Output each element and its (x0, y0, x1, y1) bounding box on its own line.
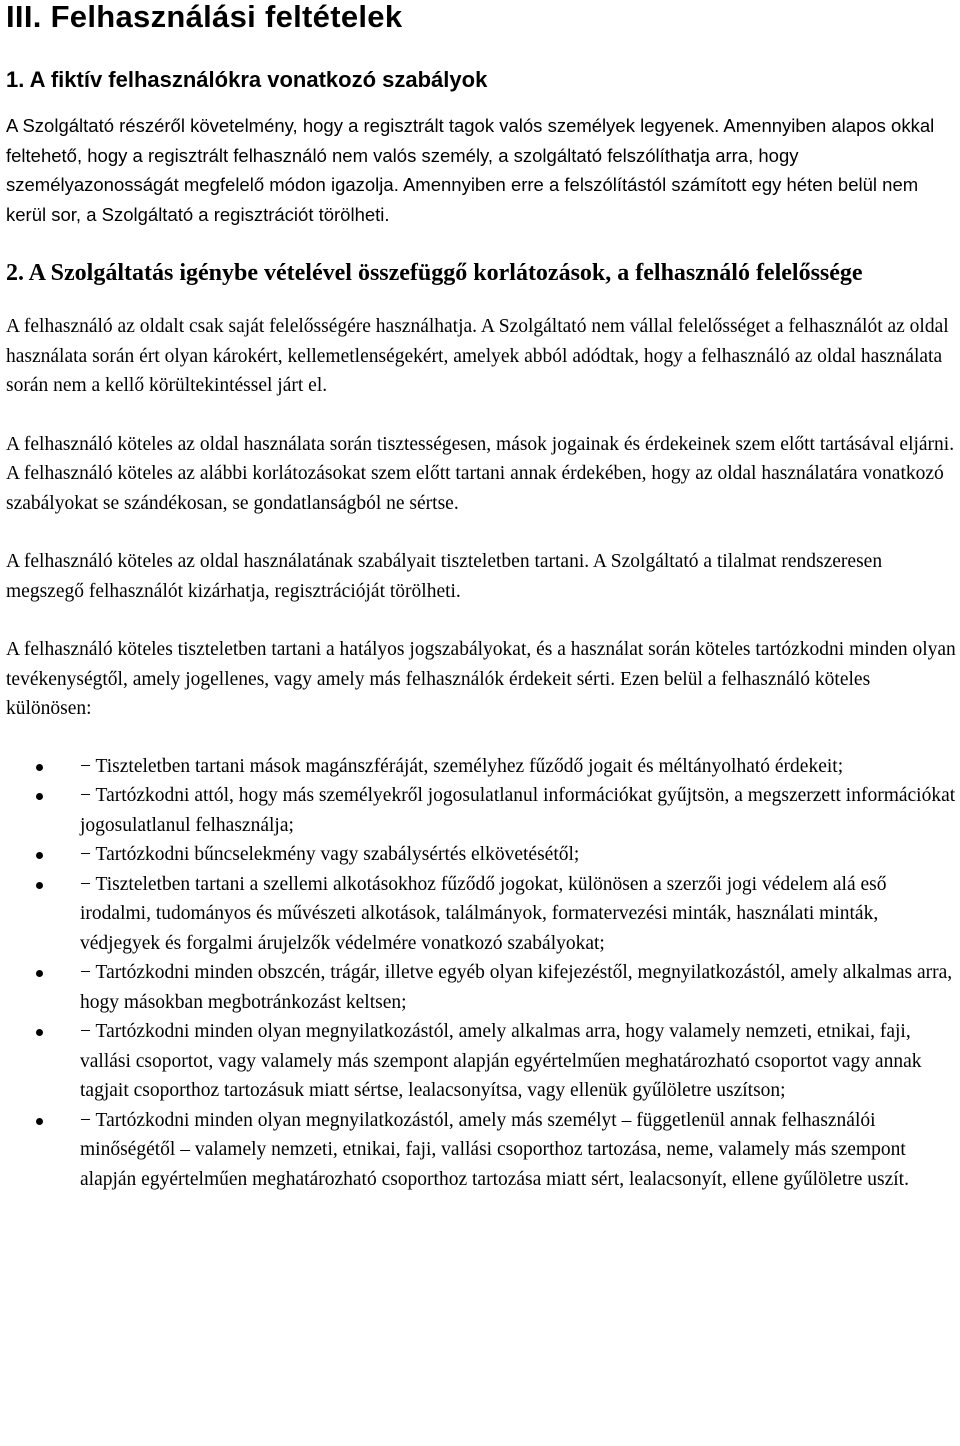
list-item (6, 1106, 958, 1195)
list-item-text: − Tartózkodni bűncselekmény vagy szabálysértés elkövetésétől; (80, 844, 580, 865)
section-2-paragraph-2: A felhasználó köteles az oldal használata során tisztességesen, mások jogainak és érdekeinek szem előtt tartásával eljárni. A felhasználó köteles az alábbi korlátozásokat szem előtt tartani annak érdekében, hogy az oldal használatára vonatkozó szabályokat se szándékosan, se gondatlanságból ne sértse. (6, 433, 955, 514)
list-item (6, 1017, 958, 1106)
section-1-heading: 1. A fiktív felhasználókra vonatkozó szabályok (6, 67, 488, 92)
list-item-text: − Tiszteletben tartani a szellemi alkotásokhoz fűződő jogokat, különösen a szerzői jogi védelem alá eső irodalmi, tudományos és művészeti alkotások, találmányok, formatervezési minták, használati minták, védjegyek és forgalmi árujelzők védelmére vonatkozó szabályokat; (80, 873, 887, 954)
bullet-icon (36, 793, 43, 800)
document-page (6, 0, 958, 1194)
list-item (6, 752, 958, 782)
bullet-icon (36, 852, 43, 859)
list-item-text: − Tiszteletben tartani mások magánszféráját, személyhez fűződő jogait és méltányolható érdekeit; (80, 755, 844, 777)
bullet-icon (36, 764, 43, 771)
list-item-text: − Tartózkodni minden obszcén, trágár, illetve egyéb olyan kifejezéstől, megnyilatkozástól, amely alkalmas arra, hogy másokban megbotránkozást keltsen; (80, 962, 953, 1013)
list-item-text: − Tartózkodni minden olyan megnyilatkozástól, amely más személyt – függetlenül annak felhasználói minőségétől – valamely nemzeti, etnikai, faji, vallási csoporthoz tartozása, neme, valamely más szempont alapján egyértelműen meghatározható csoporthoz tartozása miatt sért, lealacsonyít, ellene gyűlöletre uszít. (80, 1109, 909, 1190)
document-title: III. Felhasználási feltételek (6, 0, 403, 34)
list-item (6, 781, 958, 840)
section-2-paragraph-4: A felhasználó köteles tiszteletben tartani a hatályos jogszabályokat, és a használat során köteles tartózkodni minden olyan tevékenységtől, amely jogellenes, vagy amely más felhasználók érdekeit sérti. Ezen belül a felhasználó köteles különösen: (6, 639, 956, 719)
bullet-icon (36, 882, 43, 889)
bullet-icon (36, 970, 43, 977)
bullet-icon (36, 1118, 43, 1125)
list-item (6, 958, 958, 1017)
section-1-paragraph: A Szolgáltató részéről követelmény, hogy a regisztrált tagok valós személyek legyenek. Amennyiben alapos okkal feltehető, hogy a regisztrált felhasználó nem valós személy, a szolgáltató felszólíthatja arra, hogy személyazonosságát megfelelő módon igazolja. Amennyiben erre a felszólítástól számított egy héten belül nem kerül sor, a Szolgáltató a regisztrációt törölheti. (6, 115, 935, 225)
bullet-icon (36, 1029, 43, 1036)
list-item (6, 840, 958, 870)
section-2-heading: 2. A Szolgáltatás igénybe vételével összefüggő korlátozások, a felhasználó felelőssége (6, 260, 863, 286)
section-2-paragraph-3: A felhasználó köteles az oldal használatának szabályait tiszteletben tartani. A Szolgáltató a tilalmat rendszeresen megszegő felhasználót kizárhatja, regisztrációját törölheti. (6, 551, 883, 602)
list-item-text: − Tartózkodni minden olyan megnyilatkozástól, amely alkalmas arra, hogy valamely nemzeti, etnikai, faji, vallási csoportot, vagy valamely más szempont alapján egyértelműen meghatározható csoportot vagy annak tagjait csoporthoz tartozásuk miatt sértse, lealacsonyítsa, vagy ellenük gyűlöletre uszítson; (80, 1021, 922, 1101)
list-item-text: − Tartózkodni attól, hogy más személyekről jogosulatlanul információkat gyűjtsön, a megszerzett információkat jogosulatlanul felhasználja; (80, 785, 956, 836)
section-2-paragraph-1: A felhasználó az oldalt csak saját felelősségére használhatja. A Szolgáltató nem vállal felelősséget a felhasználót az oldal használata során ért olyan károkért, kellemetlenségekért, amelyek abból adódtak, hogy a felhasználó az oldal használata során nem a kellő körültekintéssel járt el. (6, 316, 949, 396)
list-item (6, 870, 958, 959)
obligations-list (6, 752, 958, 1195)
